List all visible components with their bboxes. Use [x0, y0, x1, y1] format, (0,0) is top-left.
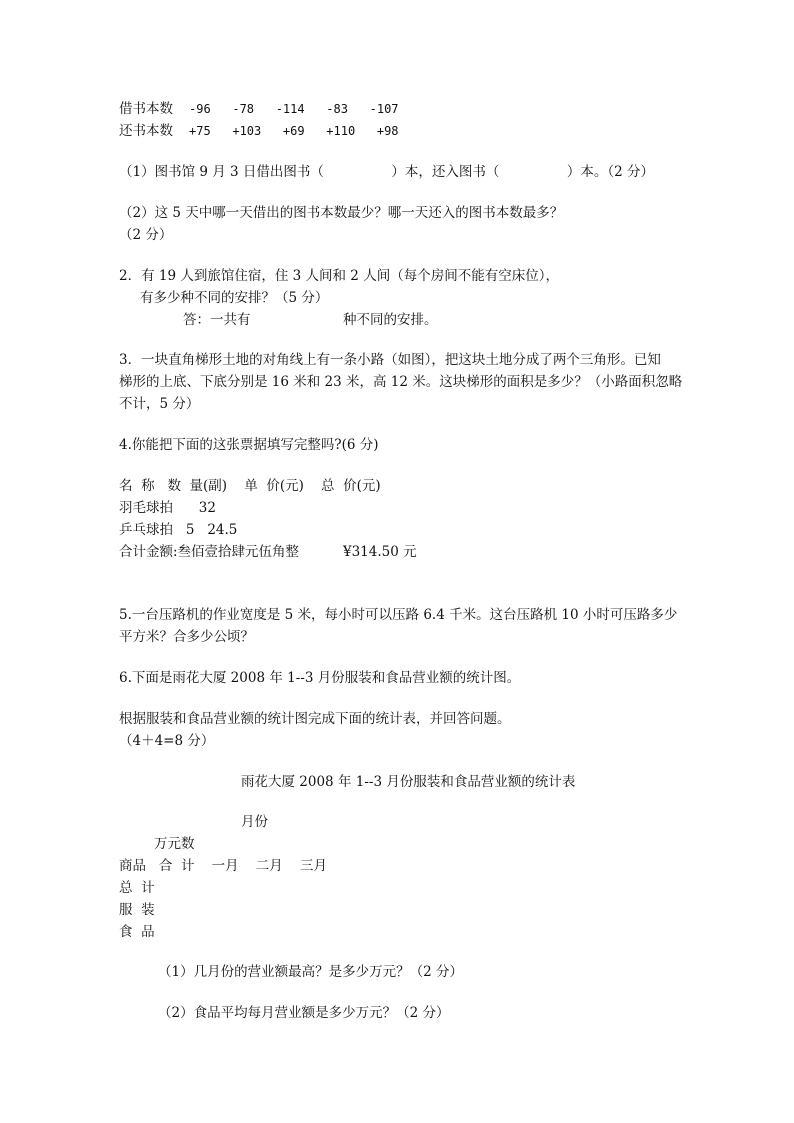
q1-part2-line1: （2）这 5 天中哪一天借出的图书本数最少？哪一天还入的图书本数最多？ [119, 205, 564, 221]
borrow-label: 借书本数 [119, 101, 173, 117]
q6-sub2: （2）食品平均每月营业额是多少万元？（2 分） [158, 1005, 450, 1021]
receipt-row-badminton: 羽毛球拍 32 [119, 500, 216, 516]
q3-line3: 不计，5 分） [119, 396, 200, 412]
q4-title: 4.你能把下面的这张票据填写完整吗?(6 分) [119, 437, 379, 453]
table-row-total: 总 计 [119, 880, 155, 896]
q6-line3: （4＋4=8 分） [119, 733, 215, 749]
table-month-label: 月份 [241, 814, 268, 830]
receipt-row-pingpong: 乒乓球拍 5 24.5 [119, 522, 238, 538]
table-header-row: 商品 合 计 一月 二月 三月 [119, 858, 327, 874]
table-unit-label: 万元数 [154, 836, 195, 852]
borrow-values: -96 -78 -114 -83 -107 [189, 102, 399, 116]
q2-line2: 有多少种不同的安排？（5 分） [140, 290, 329, 306]
q6-sub1: （1）几月份的营业额最高？是多少万元？（2 分） [158, 964, 463, 980]
q2-line1: 2．有 19 人到旅馆住宿，住 3 人间和 2 人间（每个房间不能有空床位）， [119, 268, 559, 284]
receipt-header: 名 称 数 量(副) 单 价(元) 总 价(元) [119, 478, 381, 494]
q5-line2: 平方米？合多少公顷？ [119, 629, 254, 645]
q6-line1: 6.下面是雨花大厦 2008 年 1--3 月份服装和食品营业额的统计图。 [119, 670, 521, 686]
table-row-food: 食 品 [119, 924, 155, 940]
q3-line2: 梯形的上底、下底分别是 16 米和 23 米，高 12 米。这块梯形的面积是多少？（小路面积忽略 [119, 374, 683, 390]
q6-line2: 根据服装和食品营业额的统计图完成下面的统计表，并回答问题。 [119, 711, 511, 727]
q1-part2-line2: （2 分） [119, 227, 173, 243]
receipt-total-value: ¥314.50 元 [343, 544, 417, 560]
return-values: +75 +103 +69 +110 +98 [189, 124, 399, 138]
q2-answer-prefix: 答：一共有 [183, 312, 251, 328]
q5-line1: 5.一台压路机的作业宽度是 5 米，每小时可以压路 6.4 千米。这台压路机 10 小时可压路多少 [119, 607, 678, 623]
q3-line1: 3．一块直角梯形土地的对角线上有一条小路（如图），把这块土地分成了两个三角形。已知 [119, 352, 661, 368]
return-label: 还书本数 [119, 123, 173, 139]
stats-table-title: 雨花大厦 2008 年 1--3 月份服装和食品营业额的统计表 [241, 774, 576, 790]
q1-part1: （1）图书馆 9 月 3 日借出图书（ ）本，还入图书（ ）本。（2 分） [119, 164, 655, 180]
table-row-clothing: 服 装 [119, 902, 155, 918]
q2-answer-suffix: 种不同的安排。 [343, 312, 438, 328]
receipt-total-label: 合计金额:叁佰壹拾肆元伍角整 [119, 544, 300, 560]
